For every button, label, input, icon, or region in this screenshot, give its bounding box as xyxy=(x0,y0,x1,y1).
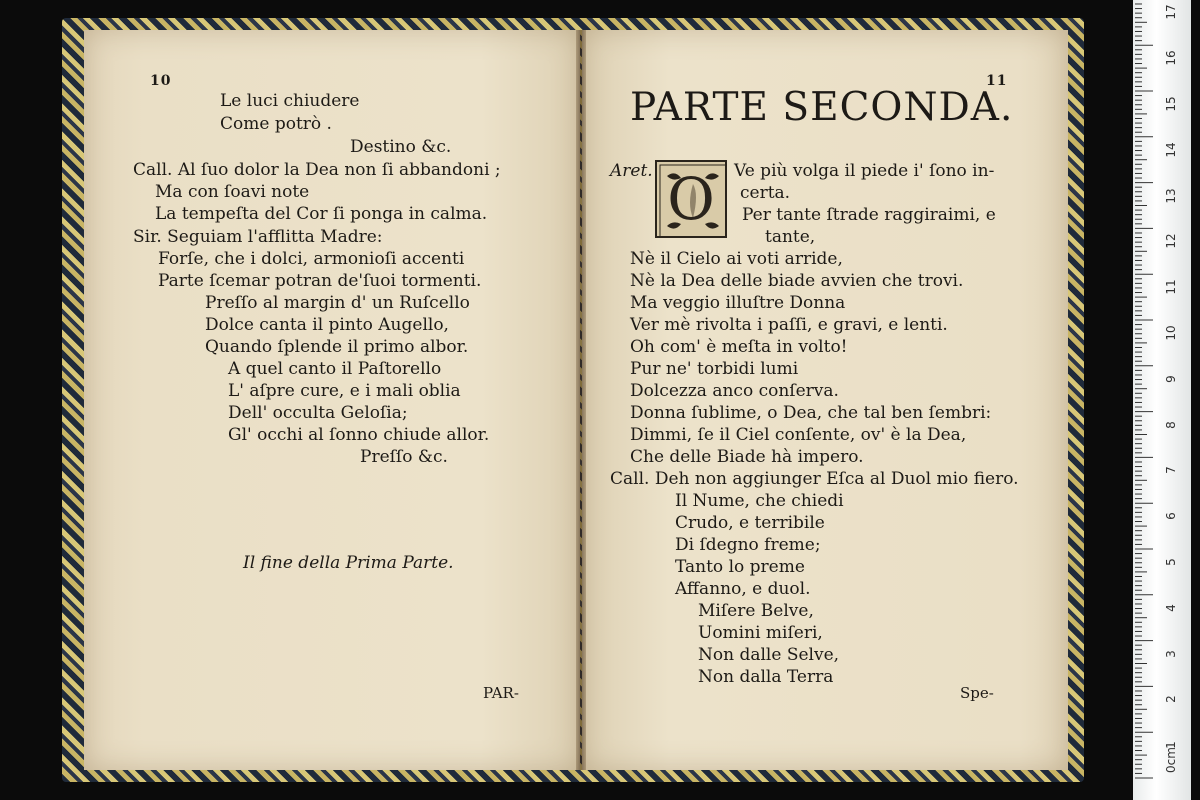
catchword-right: Spe- xyxy=(960,684,994,702)
verse-line: La tempeſta del Cor ſi ponga in calma. xyxy=(155,204,488,224)
verse-line: Come potrò . xyxy=(220,114,332,134)
verse-line: certa. xyxy=(740,183,791,203)
verse-line: Parte ſcemar potran de'ſuoi tormenti. xyxy=(158,271,482,291)
verse-line: Uomini miſeri, xyxy=(698,623,823,643)
catchword-left: PAR- xyxy=(483,684,519,702)
verse-line: A quel canto il Paſtorello xyxy=(228,359,442,379)
verse-line: Nè la Dea delle biade avvien che trovi. xyxy=(630,271,964,291)
verse-line: Forſe, che i dolci, armonioſi accenti xyxy=(158,249,465,269)
ruler-number: 2 xyxy=(1164,695,1178,704)
ruler-number: 9 xyxy=(1164,374,1178,383)
ruler-number: 7 xyxy=(1164,466,1178,475)
verse-line: Di ſdegno freme; xyxy=(675,535,821,555)
ruler-number: 11 xyxy=(1164,279,1178,295)
verse-line: Non dalle Selve, xyxy=(698,645,840,665)
verse-line: Crudo, e terribile xyxy=(675,513,825,533)
ruler-number: 0cm xyxy=(1164,747,1178,773)
measuring-ruler xyxy=(1133,0,1191,800)
verse-line: Dolcezza anco conſerva. xyxy=(630,381,839,401)
verse-line: Per tante ſtrade raggiraimi, e xyxy=(742,205,996,225)
ruler-number: 16 xyxy=(1164,50,1178,66)
verse-line: Le luci chiudere xyxy=(220,91,360,111)
verse-line: Miſere Belve, xyxy=(698,601,814,621)
verse-line: Dolce canta il pinto Augello, xyxy=(205,315,449,335)
left-page-number: 10 xyxy=(150,73,172,89)
verse-line: Nè il Cielo ai voti arride, xyxy=(630,249,843,269)
verse-line: Non dalla Terra xyxy=(698,667,834,687)
decorated-initial xyxy=(655,160,727,238)
verse-line: Ve più volga il piede i' ſono in- xyxy=(734,161,995,181)
ruler-number: 14 xyxy=(1164,142,1178,158)
verse-line: Dell' occulta Geloſia; xyxy=(228,403,408,423)
verse-line: Gl' occhi al ſonno chiude allor. xyxy=(228,425,490,445)
ruler-number: 12 xyxy=(1164,233,1178,250)
verse-line: Ma con ſoavi note xyxy=(155,182,310,202)
verse-line: Quando ſplende il primo albor. xyxy=(205,337,469,357)
verse-line: Oh com' è meſta in volto! xyxy=(630,337,848,357)
ruler-number: 10 xyxy=(1164,325,1178,341)
verse-line: Dimmi, ſe il Ciel conſente, ov' è la Dea, xyxy=(630,425,967,445)
verse-line: Il Nume, che chiedi xyxy=(675,491,844,511)
verse-line: Ver mè rivolta i paſſi, e gravi, e lenti. xyxy=(630,315,948,335)
part-end-note: Il fine della Prima Parte. xyxy=(243,553,454,573)
verse-line: Destino &c. xyxy=(350,137,452,157)
ruler-number: 8 xyxy=(1164,420,1178,429)
verse-line: Ma veggio illuſtre Donna xyxy=(630,293,846,313)
book-gutter xyxy=(576,30,586,770)
ruler-number: 13 xyxy=(1164,187,1178,204)
verse-line: Preſſo &c. xyxy=(360,447,448,467)
ruler-ticks xyxy=(1133,0,1191,800)
verse-line: Call. Deh non aggiunger Eſca al Duol mio fiero. xyxy=(610,469,1019,489)
page-title: PARTE SECONDA. xyxy=(630,85,1014,130)
ruler-number: 6 xyxy=(1164,512,1178,521)
ruler-number: 4 xyxy=(1164,603,1178,612)
right-page-number: 11 xyxy=(986,73,1008,89)
ruler-number: 1 xyxy=(1164,741,1178,750)
verse-line: Donna ſublime, o Dea, che tal ben ſembri: xyxy=(630,403,992,423)
verse-line: Che delle Biade hà impero. xyxy=(630,447,864,467)
verse-line: L' aſpre cure, e i mali oblia xyxy=(228,381,461,401)
verse-line: Sir. Seguiam l'afflitta Madre: xyxy=(133,227,383,247)
ruler-number: 17 xyxy=(1164,4,1178,21)
verse-line: Preſſo al margin d' un Ruſcello xyxy=(205,293,470,313)
verse-line: Call. Al ſuo dolor la Dea non ſi abbandoni ; xyxy=(133,160,501,180)
initial-letter: O xyxy=(667,165,715,233)
ruler-number: 3 xyxy=(1164,649,1178,658)
verse-line: Pur ne' torbidi lumi xyxy=(630,359,799,379)
ruler-number: 5 xyxy=(1164,558,1178,566)
speaker-label: Aret. xyxy=(610,161,653,181)
ruler-number: 15 xyxy=(1164,96,1178,112)
verse-line: Tanto lo preme xyxy=(675,557,805,577)
verse-line: tante, xyxy=(765,227,816,247)
verse-line: Affanno, e duol. xyxy=(675,579,811,599)
